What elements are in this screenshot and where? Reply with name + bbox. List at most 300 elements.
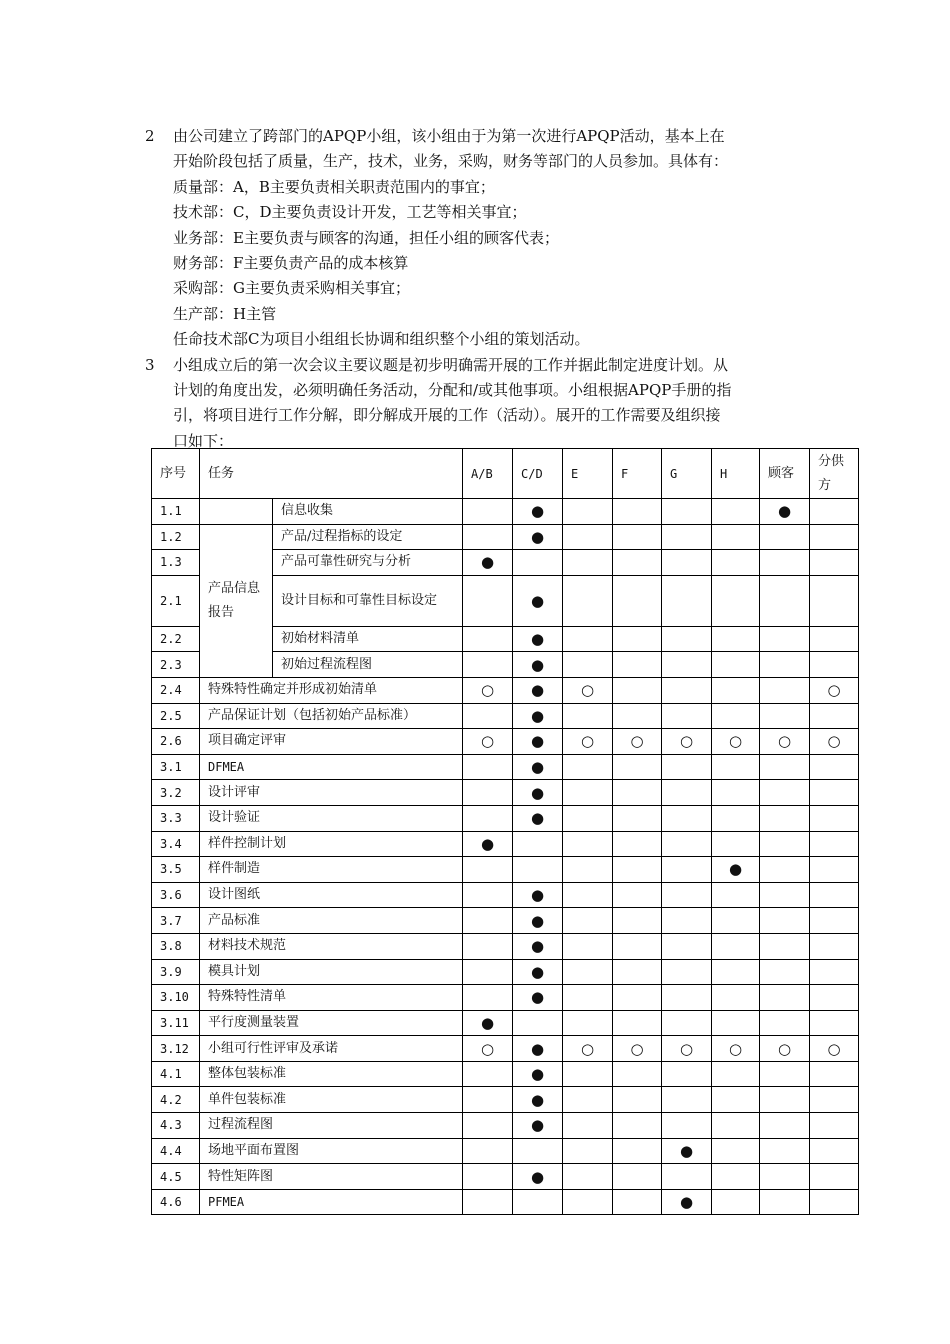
table-row — [152, 1087, 859, 1113]
table-row — [152, 524, 859, 550]
assignment-mark — [613, 575, 662, 626]
assignment-mark — [712, 626, 760, 652]
assignment-mark — [613, 652, 662, 678]
assignment-mark: ● — [712, 857, 760, 883]
header-role: 顾客 — [760, 449, 810, 499]
assignment-mark — [613, 1189, 662, 1215]
assignment-mark: ● — [760, 499, 810, 525]
row-number: 4.2 — [152, 1087, 200, 1113]
header-no: 序号 — [152, 449, 200, 499]
assignment-mark — [760, 550, 810, 576]
assignment-mark — [463, 1113, 513, 1139]
table-row — [152, 1036, 859, 1062]
assignment-mark — [662, 908, 712, 934]
assignment-mark — [810, 805, 859, 831]
table-row — [152, 1061, 859, 1087]
assignment-mark — [810, 908, 859, 934]
assignment-mark: ● — [513, 754, 563, 780]
row-number: 1.2 — [152, 524, 200, 550]
row-number: 2.6 — [152, 729, 200, 755]
assignment-mark — [463, 985, 513, 1011]
assignment-mark — [662, 882, 712, 908]
assignment-mark — [760, 780, 810, 806]
task-name: 平行度测量装置 — [200, 1010, 463, 1036]
assignment-mark: ○ — [463, 677, 513, 703]
assignment-mark — [613, 985, 662, 1011]
assignment-mark — [463, 780, 513, 806]
assignment-mark — [810, 780, 859, 806]
table-row — [152, 729, 859, 755]
assignment-mark — [563, 882, 613, 908]
text-line: 生产部：H主管 — [173, 304, 277, 323]
assignment-mark — [810, 754, 859, 780]
assignment-mark — [760, 1138, 810, 1164]
assignment-mark — [712, 550, 760, 576]
task-name: 整体包装标准 — [200, 1061, 463, 1087]
assignment-mark — [613, 882, 662, 908]
assignment-mark — [563, 985, 613, 1011]
assignment-mark: ● — [513, 805, 563, 831]
assignment-mark — [662, 1087, 712, 1113]
assignment-mark — [712, 499, 760, 525]
assignment-mark — [810, 831, 859, 857]
text-line: 技术部：C，D主要负责设计开发，工艺等相关事宜； — [173, 203, 527, 222]
assignment-mark: ● — [463, 831, 513, 857]
assignment-mark — [712, 703, 760, 729]
assignment-mark: ● — [463, 550, 513, 576]
assignment-mark — [463, 908, 513, 934]
table-row — [152, 882, 859, 908]
row-number: 3.7 — [152, 908, 200, 934]
table-row — [152, 933, 859, 959]
header-role: E — [563, 449, 613, 499]
assignment-mark — [613, 1087, 662, 1113]
task-name: 特性矩阵图 — [200, 1164, 463, 1190]
task-name: PFMEA — [200, 1189, 463, 1215]
assignment-mark: ● — [513, 703, 563, 729]
assignment-mark — [760, 933, 810, 959]
assignment-mark — [463, 857, 513, 883]
assignment-mark — [712, 754, 760, 780]
assignment-mark — [810, 652, 859, 678]
assignment-mark — [810, 857, 859, 883]
table-row — [152, 1164, 859, 1190]
table-header-row — [152, 449, 859, 499]
assignment-mark — [563, 499, 613, 525]
assignment-mark — [662, 985, 712, 1011]
assignment-mark — [760, 805, 810, 831]
assignment-mark — [563, 626, 613, 652]
task-name: 场地平面布置图 — [200, 1138, 463, 1164]
assignment-mark — [463, 652, 513, 678]
assignment-mark: ○ — [810, 1036, 859, 1062]
row-number: 3.6 — [152, 882, 200, 908]
table-row — [152, 857, 859, 883]
task-name: 小组可行性评审及承诺 — [200, 1036, 463, 1062]
assignment-mark — [760, 575, 810, 626]
group-cell-empty — [200, 499, 273, 525]
assignment-mark — [563, 703, 613, 729]
row-number: 3.5 — [152, 857, 200, 883]
assignment-mark — [712, 1113, 760, 1139]
table-body — [152, 499, 859, 1215]
assignment-mark — [760, 1189, 810, 1215]
row-number: 3.8 — [152, 933, 200, 959]
assignment-mark — [563, 959, 613, 985]
assignment-mark: ● — [513, 1113, 563, 1139]
assignment-mark: ○ — [563, 677, 613, 703]
assignment-mark — [810, 703, 859, 729]
assignment-mark — [760, 831, 810, 857]
row-number: 3.4 — [152, 831, 200, 857]
assignment-mark: ● — [513, 985, 563, 1011]
assignment-mark — [563, 831, 613, 857]
assignment-mark — [712, 908, 760, 934]
row-number: 3.2 — [152, 780, 200, 806]
assignment-mark — [662, 703, 712, 729]
assignment-mark — [613, 1113, 662, 1139]
assignment-mark — [712, 985, 760, 1011]
assignment-mark — [662, 575, 712, 626]
section-number: 2 — [145, 127, 155, 145]
task-name: 设计验证 — [200, 805, 463, 831]
assignment-mark: ● — [513, 882, 563, 908]
assignment-mark — [662, 754, 712, 780]
row-number: 3.10 — [152, 985, 200, 1011]
assignment-mark — [712, 882, 760, 908]
assignment-mark — [712, 1061, 760, 1087]
assignment-mark — [563, 550, 613, 576]
assignment-mark — [662, 933, 712, 959]
task-name: 初始过程流程图 — [273, 652, 463, 678]
assignment-mark — [760, 959, 810, 985]
assignment-mark: ○ — [463, 729, 513, 755]
assignment-mark — [563, 1061, 613, 1087]
table-row — [152, 805, 859, 831]
header-role: A/B — [463, 449, 513, 499]
assignment-mark — [712, 831, 760, 857]
assignment-mark — [613, 499, 662, 525]
assignment-mark — [760, 1061, 810, 1087]
table-row — [152, 831, 859, 857]
task-name: 单件包装标准 — [200, 1087, 463, 1113]
assignment-mark — [810, 1164, 859, 1190]
assignment-mark: ● — [513, 626, 563, 652]
document-body — [0, 124, 950, 454]
task-name: 产品标准 — [200, 908, 463, 934]
assignment-mark — [463, 754, 513, 780]
assignment-mark — [613, 805, 662, 831]
task-name: 设计图纸 — [200, 882, 463, 908]
assignment-mark — [613, 626, 662, 652]
task-name: 特殊特性清单 — [200, 985, 463, 1011]
task-name: 样件控制计划 — [200, 831, 463, 857]
text-line: 任命技术部C为项目小组组长协调和组织整个小组的策划活动。 — [173, 330, 590, 349]
assignment-mark — [712, 1087, 760, 1113]
assignment-mark: ● — [513, 677, 563, 703]
assignment-mark: ● — [513, 959, 563, 985]
assignment-mark — [810, 499, 859, 525]
assignment-mark — [613, 1164, 662, 1190]
assignment-mark — [760, 1010, 810, 1036]
task-name: 初始材料清单 — [273, 626, 463, 652]
assignment-mark — [513, 1010, 563, 1036]
row-number: 1.1 — [152, 499, 200, 525]
header-role: H — [712, 449, 760, 499]
assignment-mark — [662, 652, 712, 678]
assignment-mark — [613, 857, 662, 883]
table-row — [152, 780, 859, 806]
assignment-mark — [760, 1164, 810, 1190]
assignment-mark — [712, 1189, 760, 1215]
assignment-mark: ○ — [662, 729, 712, 755]
assignment-mark — [513, 550, 563, 576]
assignment-mark — [810, 933, 859, 959]
header-role: F — [613, 449, 662, 499]
row-number: 2.1 — [152, 575, 200, 626]
table-row — [152, 1138, 859, 1164]
assignment-mark — [463, 882, 513, 908]
assignment-mark — [662, 1164, 712, 1190]
assignment-mark — [712, 575, 760, 626]
assignment-mark — [613, 1138, 662, 1164]
task-name: 模具计划 — [200, 959, 463, 985]
assignment-mark: ● — [513, 1164, 563, 1190]
table-row — [152, 677, 859, 703]
assignment-mark — [662, 857, 712, 883]
assignment-mark — [563, 652, 613, 678]
assignment-mark: ○ — [760, 729, 810, 755]
assignment-mark — [563, 933, 613, 959]
section-3 — [0, 353, 950, 455]
assignment-mark: ● — [463, 1010, 513, 1036]
assignment-mark — [613, 1061, 662, 1087]
assignment-mark — [712, 780, 760, 806]
assignment-mark: ● — [513, 1061, 563, 1087]
text-line: 引，将项目进行工作分解，即分解成开展的工作（活动）。展开的工作需要及组织接 — [173, 406, 721, 425]
assignment-mark — [463, 575, 513, 626]
row-number: 3.3 — [152, 805, 200, 831]
assignment-mark: ○ — [810, 729, 859, 755]
assignment-mark — [712, 1138, 760, 1164]
assignment-mark: ● — [513, 780, 563, 806]
assignment-mark — [563, 908, 613, 934]
text-line: 小组成立后的第一次会议主要议题是初步明确需开展的工作并据此制定进度计划。从 — [173, 355, 729, 374]
assignment-mark: ● — [513, 575, 563, 626]
assignment-mark: ○ — [712, 1036, 760, 1062]
assignment-mark — [463, 1087, 513, 1113]
row-number: 3.9 — [152, 959, 200, 985]
table-row — [152, 1113, 859, 1139]
assignment-mark — [760, 857, 810, 883]
assignment-mark — [760, 908, 810, 934]
assignment-mark — [463, 626, 513, 652]
assignment-mark — [662, 1061, 712, 1087]
assignment-mark: ○ — [563, 1036, 613, 1062]
assignment-mark — [613, 677, 662, 703]
row-number: 4.1 — [152, 1061, 200, 1087]
text-line: 采购部：G主要负责采购相关事宜； — [173, 279, 410, 298]
text-line: 财务部：F主要负责产品的成本核算 — [173, 254, 409, 273]
assignment-mark: ● — [513, 729, 563, 755]
assignment-mark — [563, 1189, 613, 1215]
assignment-mark — [712, 1010, 760, 1036]
table-row — [152, 754, 859, 780]
assignment-mark — [563, 754, 613, 780]
row-number: 4.4 — [152, 1138, 200, 1164]
table-row — [152, 1010, 859, 1036]
assignment-mark — [760, 626, 810, 652]
task-name: 设计目标和可靠性目标设定 — [273, 575, 463, 626]
assignment-mark — [760, 703, 810, 729]
assignment-mark: ○ — [613, 1036, 662, 1062]
assignment-mark — [563, 805, 613, 831]
assignment-mark — [810, 1113, 859, 1139]
assignment-mark — [513, 857, 563, 883]
assignment-mark — [613, 550, 662, 576]
assignment-mark: ○ — [463, 1036, 513, 1062]
assignment-mark — [760, 754, 810, 780]
assignment-mark — [613, 831, 662, 857]
assignment-mark — [463, 805, 513, 831]
assignment-mark — [760, 1087, 810, 1113]
assignment-mark — [712, 933, 760, 959]
header-role: G — [662, 449, 712, 499]
row-number: 3.1 — [152, 754, 200, 780]
assignment-mark — [810, 626, 859, 652]
row-number: 1.3 — [152, 550, 200, 576]
assignment-mark — [463, 703, 513, 729]
assignment-mark: ● — [513, 908, 563, 934]
group-label: 产品信息报告 — [200, 524, 273, 677]
assignment-mark — [810, 550, 859, 576]
assignment-mark — [662, 1010, 712, 1036]
section-2 — [0, 124, 950, 353]
row-number: 4.6 — [152, 1189, 200, 1215]
table-row — [152, 908, 859, 934]
table-row — [152, 1189, 859, 1215]
table-row — [152, 499, 859, 525]
assignment-mark: ● — [513, 1036, 563, 1062]
row-number: 4.3 — [152, 1113, 200, 1139]
text-line: 业务部：E主要负责与顾客的沟通，担任小组的顾客代表； — [173, 228, 559, 247]
assignment-mark — [760, 677, 810, 703]
table-row — [152, 703, 859, 729]
assignment-mark — [513, 1138, 563, 1164]
assignment-mark — [712, 805, 760, 831]
row-number: 2.4 — [152, 677, 200, 703]
assignment-mark — [662, 959, 712, 985]
assignment-mark — [563, 575, 613, 626]
task-name: 产品/过程指标的设定 — [273, 524, 463, 550]
assignment-mark — [662, 1113, 712, 1139]
task-name: 项目确定评审 — [200, 729, 463, 755]
assignment-mark — [810, 1138, 859, 1164]
table-row — [152, 985, 859, 1011]
assignment-mark — [463, 499, 513, 525]
assignment-mark — [662, 626, 712, 652]
assignment-mark — [712, 524, 760, 550]
assignment-mark: ● — [513, 652, 563, 678]
assignment-mark — [760, 652, 810, 678]
assignment-mark — [810, 1189, 859, 1215]
row-number: 3.11 — [152, 1010, 200, 1036]
assignment-mark — [563, 1087, 613, 1113]
assignment-mark — [613, 524, 662, 550]
assignment-mark: ○ — [712, 729, 760, 755]
assignment-mark — [662, 677, 712, 703]
assignment-mark: ● — [513, 524, 563, 550]
assignment-mark — [613, 933, 662, 959]
header-role: 分供方 — [810, 449, 859, 499]
assignment-mark — [613, 908, 662, 934]
assignment-mark — [662, 550, 712, 576]
header-task: 任务 — [200, 449, 463, 499]
assignment-mark — [810, 524, 859, 550]
assignment-mark — [810, 1010, 859, 1036]
assignment-mark — [613, 754, 662, 780]
assignment-mark — [712, 959, 760, 985]
row-number: 2.3 — [152, 652, 200, 678]
assignment-mark — [613, 780, 662, 806]
assignment-mark — [613, 703, 662, 729]
assignment-mark: ○ — [760, 1036, 810, 1062]
text-line: 口如下： — [173, 431, 234, 450]
text-line: 计划的角度出发，必须明确任务活动，分配和/或其他事项。小组根据APQP手册的指 — [173, 381, 732, 400]
assignment-mark: ● — [513, 499, 563, 525]
assignment-mark — [463, 524, 513, 550]
section-number: 3 — [145, 355, 155, 374]
assignment-mark — [810, 1061, 859, 1087]
assignment-mark — [760, 1113, 810, 1139]
assignment-mark — [563, 857, 613, 883]
row-number: 2.2 — [152, 626, 200, 652]
assignment-mark: ● — [513, 1087, 563, 1113]
assignment-mark — [463, 1189, 513, 1215]
header-role: C/D — [513, 449, 563, 499]
assignment-mark — [513, 831, 563, 857]
assignment-mark — [463, 933, 513, 959]
assignment-mark — [760, 985, 810, 1011]
assignment-mark — [810, 959, 859, 985]
assignment-mark — [712, 652, 760, 678]
assignment-mark — [662, 805, 712, 831]
assignment-mark: ○ — [662, 1036, 712, 1062]
task-name: 产品保证计划（包括初始产品标准） — [200, 703, 463, 729]
assignment-mark: ○ — [563, 729, 613, 755]
assignment-mark — [810, 1087, 859, 1113]
assignment-mark — [513, 1189, 563, 1215]
assignment-mark — [563, 1138, 613, 1164]
table-row — [152, 959, 859, 985]
row-number: 3.12 — [152, 1036, 200, 1062]
assignment-mark — [662, 524, 712, 550]
assignment-mark — [810, 882, 859, 908]
assignment-mark: ● — [662, 1138, 712, 1164]
row-number: 2.5 — [152, 703, 200, 729]
assignment-mark: ● — [513, 933, 563, 959]
assignment-mark — [712, 677, 760, 703]
assignment-mark — [810, 575, 859, 626]
assignment-mark — [463, 1164, 513, 1190]
task-name: 特殊特性确定并形成初始清单 — [200, 677, 463, 703]
task-name: 信息收集 — [273, 499, 463, 525]
assignment-mark — [760, 882, 810, 908]
row-number: 4.5 — [152, 1164, 200, 1190]
assignment-mark — [563, 1010, 613, 1036]
assignment-mark — [463, 1138, 513, 1164]
assignment-mark — [662, 499, 712, 525]
